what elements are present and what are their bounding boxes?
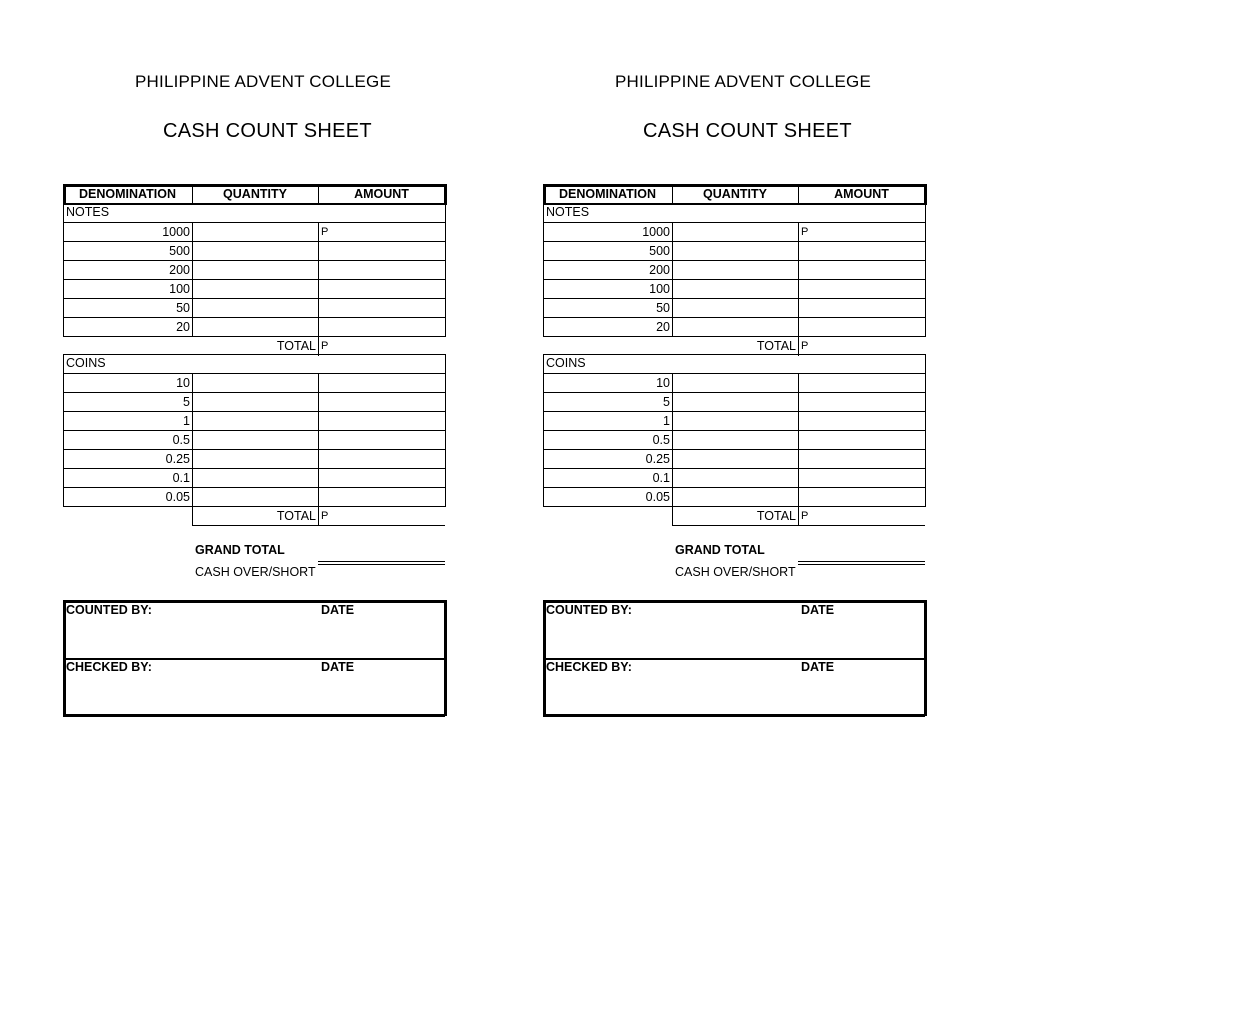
grand-total-label: GRAND TOTAL <box>195 543 285 557</box>
note-quantity-cell[interactable] <box>673 223 798 241</box>
notes-total-peso: P <box>801 340 809 352</box>
rule-line <box>925 318 926 337</box>
notes-label: NOTES <box>66 205 110 219</box>
checked-by-label: CHECKED BY: <box>546 660 632 674</box>
note-quantity-cell[interactable] <box>673 261 798 279</box>
rule-line <box>445 354 446 374</box>
coin-denomination: 0.05 <box>645 490 670 504</box>
rule-line <box>798 564 925 565</box>
note-denomination: 1000 <box>642 225 670 239</box>
counted-by-label: COUNTED BY: <box>66 603 152 617</box>
rule-line <box>925 488 926 507</box>
coins-total-peso: P <box>321 510 329 522</box>
note-quantity-cell[interactable] <box>673 299 798 317</box>
coins-total-peso: P <box>801 510 809 522</box>
cash-over-short-label: CASH OVER/SHORT <box>195 565 316 579</box>
sheet-content <box>480 0 1248 1024</box>
rule-line <box>318 393 319 412</box>
coin-denomination: 10 <box>176 376 190 390</box>
note-denomination: 200 <box>649 263 670 277</box>
rule-line <box>318 242 319 261</box>
note-denomination: 20 <box>656 320 670 334</box>
rule-line <box>798 488 799 507</box>
note-denomination: 20 <box>176 320 190 334</box>
rule-line <box>925 431 926 450</box>
rule-line <box>798 412 799 431</box>
rule-line <box>798 299 799 318</box>
counted-date-label: DATE <box>801 603 835 617</box>
coin-denomination: 0.1 <box>172 471 190 485</box>
coins-total-label: TOTAL <box>276 509 316 523</box>
note-denomination: 50 <box>176 301 190 315</box>
rule-line <box>798 374 799 393</box>
note-denomination: 100 <box>649 282 670 296</box>
checked-date-label: DATE <box>321 660 355 674</box>
rule-line <box>798 393 799 412</box>
rule-line <box>318 412 319 431</box>
rule-line <box>543 354 544 374</box>
rule-line <box>445 450 446 469</box>
rule-line <box>798 450 799 469</box>
column-header-quantity: QUANTITY <box>703 187 767 201</box>
note-denomination: 50 <box>656 301 670 315</box>
rule-line <box>63 204 64 223</box>
note-quantity-cell[interactable] <box>193 261 318 279</box>
sheet-title: CASH COUNT SHEET <box>643 120 852 142</box>
rule-line <box>445 488 446 507</box>
rule-line <box>445 261 446 280</box>
rule-line <box>925 242 926 261</box>
coin-quantity-cell[interactable] <box>673 469 798 487</box>
rule-line <box>924 600 927 716</box>
coin-quantity-cell[interactable] <box>193 412 318 430</box>
rule-line <box>318 299 319 318</box>
coin-quantity-cell[interactable] <box>193 393 318 411</box>
rule-line <box>925 393 926 412</box>
coin-quantity-cell[interactable] <box>193 450 318 468</box>
note-quantity-cell[interactable] <box>673 318 798 336</box>
rule-line <box>318 374 319 393</box>
counted-by-label: COUNTED BY: <box>546 603 632 617</box>
coin-denomination: 5 <box>663 395 670 409</box>
peso-sign: P <box>801 226 809 238</box>
note-quantity-cell[interactable] <box>193 223 318 241</box>
coin-quantity-cell[interactable] <box>673 412 798 430</box>
rule-line <box>445 204 446 223</box>
coin-quantity-cell[interactable] <box>193 374 318 392</box>
rule-line <box>445 280 446 299</box>
rule-line <box>445 318 446 337</box>
coin-quantity-cell[interactable] <box>193 488 318 506</box>
school-name: PHILIPPINE ADVENT COLLEGE <box>615 72 871 91</box>
rule-line <box>925 280 926 299</box>
note-quantity-cell[interactable] <box>673 280 798 298</box>
cash-count-sheet-right <box>480 0 889 1024</box>
rule-line <box>445 431 446 450</box>
rule-line <box>192 525 445 526</box>
rule-line <box>925 469 926 488</box>
rule-line <box>798 469 799 488</box>
rule-line <box>318 450 319 469</box>
rule-line <box>543 600 546 716</box>
rule-line <box>925 261 926 280</box>
coin-denomination: 0.5 <box>172 433 190 447</box>
coin-denomination: 0.1 <box>652 471 670 485</box>
peso-sign: P <box>321 226 329 238</box>
checked-by-label: CHECKED BY: <box>66 660 152 674</box>
rule-line <box>444 600 447 716</box>
coin-denomination: 0.05 <box>165 490 190 504</box>
rule-line <box>318 469 319 488</box>
rule-line <box>445 223 446 242</box>
rule-line <box>318 261 319 280</box>
notes-label: NOTES <box>546 205 590 219</box>
rule-line <box>798 561 925 562</box>
note-denomination: 500 <box>649 244 670 258</box>
note-denomination: 200 <box>169 263 190 277</box>
rule-line <box>445 242 446 261</box>
rule-line <box>63 600 66 716</box>
rule-line <box>798 242 799 261</box>
note-denomination: 100 <box>169 282 190 296</box>
rule-line <box>445 299 446 318</box>
rule-line <box>318 488 319 507</box>
school-name: PHILIPPINE ADVENT COLLEGE <box>135 72 391 91</box>
counted-date-label: DATE <box>321 603 355 617</box>
coins-total-label: TOTAL <box>756 509 796 523</box>
coins-label: COINS <box>546 356 586 370</box>
coin-quantity-cell[interactable] <box>673 374 798 392</box>
rule-line <box>318 280 319 299</box>
rule-line <box>925 412 926 431</box>
column-header-quantity: QUANTITY <box>223 187 287 201</box>
notes-total-label: TOTAL <box>756 339 796 353</box>
coins-label: COINS <box>66 356 106 370</box>
rule-line <box>318 564 445 565</box>
coin-quantity-cell[interactable] <box>673 488 798 506</box>
coin-quantity-cell[interactable] <box>193 469 318 487</box>
rule-line <box>543 204 544 223</box>
rule-line <box>925 354 926 374</box>
coin-denomination: 0.25 <box>645 452 670 466</box>
rule-line <box>445 412 446 431</box>
coin-denomination: 5 <box>183 395 190 409</box>
coin-denomination: 1 <box>663 414 670 428</box>
rule-line <box>925 223 926 242</box>
note-denomination: 500 <box>169 244 190 258</box>
column-header-amount: AMOUNT <box>354 187 409 201</box>
note-quantity-cell[interactable] <box>193 318 318 336</box>
note-quantity-cell[interactable] <box>193 280 318 298</box>
sheet-title: CASH COUNT SHEET <box>163 120 372 142</box>
coin-quantity-cell[interactable] <box>673 393 798 411</box>
coin-quantity-cell[interactable] <box>673 450 798 468</box>
grand-total-label: GRAND TOTAL <box>675 543 765 557</box>
note-quantity-cell[interactable] <box>193 299 318 317</box>
rule-line <box>925 204 926 223</box>
column-header-denomination: DENOMINATION <box>79 187 176 201</box>
rule-line <box>925 374 926 393</box>
rule-line <box>798 431 799 450</box>
column-header-amount: AMOUNT <box>834 187 889 201</box>
rule-line <box>318 431 319 450</box>
rule-line <box>543 714 925 717</box>
coin-denomination: 0.5 <box>652 433 670 447</box>
rule-line <box>63 714 445 717</box>
rule-line <box>63 354 64 374</box>
rule-line <box>925 450 926 469</box>
coin-denomination: 10 <box>656 376 670 390</box>
coin-denomination: 1 <box>183 414 190 428</box>
rule-line <box>798 280 799 299</box>
rule-line <box>798 261 799 280</box>
note-denomination: 1000 <box>162 225 190 239</box>
rule-line <box>445 393 446 412</box>
coin-denomination: 0.25 <box>165 452 190 466</box>
note-quantity-cell[interactable] <box>673 242 798 260</box>
rule-line <box>798 318 799 337</box>
rule-line <box>445 469 446 488</box>
rule-line <box>445 374 446 393</box>
column-header-denomination: DENOMINATION <box>559 187 656 201</box>
notes-total-label: TOTAL <box>276 339 316 353</box>
rule-line <box>318 318 319 337</box>
rule-line <box>318 561 445 562</box>
notes-total-peso: P <box>321 340 329 352</box>
checked-date-label: DATE <box>801 660 835 674</box>
rule-line <box>672 525 925 526</box>
coin-quantity-cell[interactable] <box>673 431 798 449</box>
cash-over-short-label: CASH OVER/SHORT <box>675 565 796 579</box>
rule-line <box>925 299 926 318</box>
note-quantity-cell[interactable] <box>193 242 318 260</box>
coin-quantity-cell[interactable] <box>193 431 318 449</box>
